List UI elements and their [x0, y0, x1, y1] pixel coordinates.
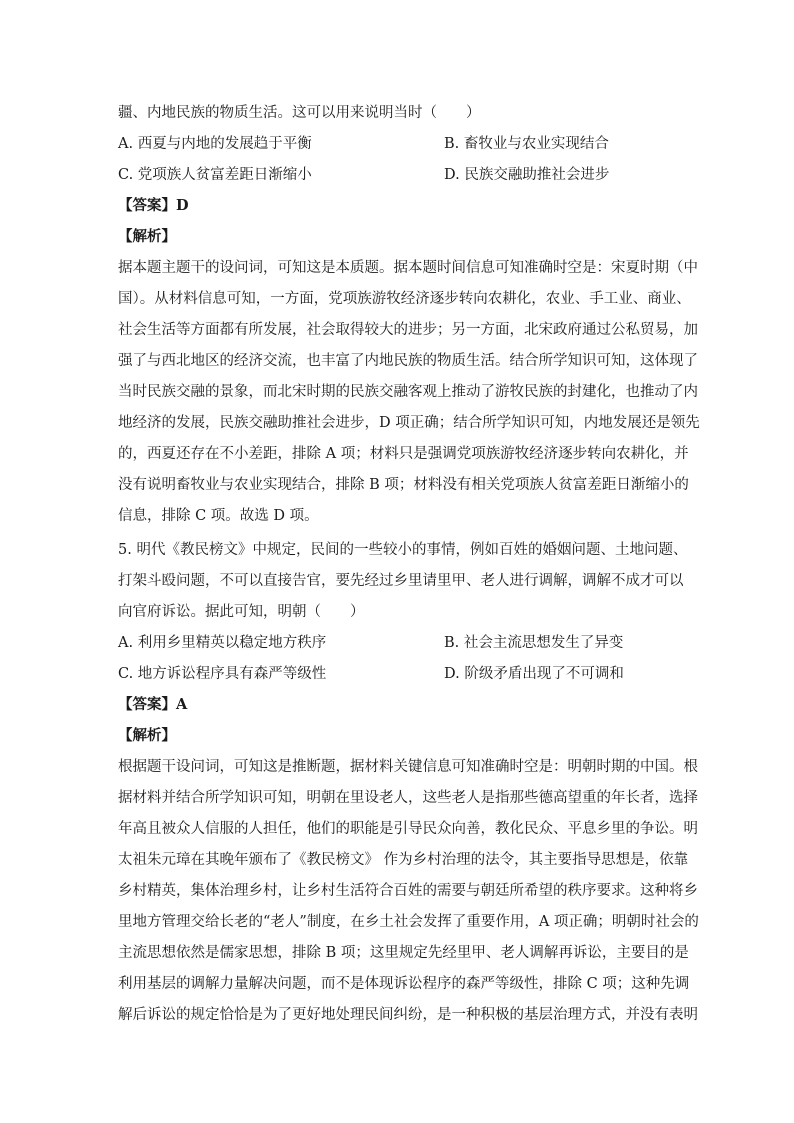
answer-label: 【答案】D [118, 197, 189, 214]
option-d: D. 民族交融助推社会进步 [444, 167, 610, 183]
analysis-line: 乡村精英，集体治理乡村，让乡村生活符合百姓的需要与朝廷所希望的秩序要求。这种将乡 [118, 883, 698, 899]
option-b: B. 畜牧业与农业实现结合 [444, 136, 609, 152]
analysis-line: 年高且被众人信服的人担任，他们的职能是引导民众向善，教化民众、平息乡里的争讼。明 [118, 821, 698, 837]
analysis-title: 【解析】 [118, 228, 176, 245]
question-stem-tail: 疆、内地民族的物质生活。这可以用来说明当时（ ） [118, 105, 481, 121]
option-c: C. 地方诉讼程序具有森严等级性 [118, 666, 327, 682]
answer-label: 【答案】A [118, 696, 188, 713]
option-a: A. 利用乡里精英以稳定地方秩序 [118, 635, 327, 651]
question-5-stem: 5. 明代《教民榜文》中规定，民间的一些较小的事情，例如百姓的婚姻问题、土地问题、 [118, 542, 688, 558]
analysis-line: 太祖朱元璋在其晚年颁布了《教民榜文》 作为乡村治理的法令，其主要指导思想是，依靠 [118, 852, 689, 868]
analysis-line: 强了与西北地区的经济交流，也丰富了内地民族的物质生活。结合所学知识可知，这体现了 [118, 353, 698, 369]
option-c: C. 党项族人贫富差距日渐缩小 [118, 167, 312, 183]
question-5-stem: 向官府诉讼。据此可知，明朝（ ） [118, 604, 365, 620]
analysis-line: 国）。从材料信息可知，一方面，党项族游牧经济逐步转向农耕化，农业、手工业、商业、 [118, 291, 691, 307]
analysis-line: 当时民族交融的景象，而北宋时期的民族交融客观上推动了游牧民族的封建化，也推动了内 [118, 384, 698, 400]
analysis-line: 的，西夏还存在不小差距，排除 A 项；材料只是强调党项族游牧经济逐步转向农耕化，并 [118, 446, 689, 462]
analysis-line: 根据题干设问词，可知这是推断题，据材料关键信息可知准确时空是：明朝时期的中国。根 [118, 759, 698, 775]
analysis-title: 【解析】 [118, 727, 176, 744]
analysis-line: 里地方管理交给长老的“老人”制度，在乡土社会发挥了重要作用，A 项正确；明朝时社会的 [118, 914, 699, 930]
analysis-line: 信息，排除 C 项。故选 D 项。 [118, 508, 319, 524]
analysis-line: 利用基层的调解力量解决问题，而不是体现诉讼程序的森严等级性，排除 C 项；这种先调 [118, 976, 690, 992]
analysis-line: 社会生活等方面都有所发展，社会取得较大的进步；另一方面，北宋政府通过公私贸易，加 [118, 322, 698, 338]
analysis-line: 据材料并结合所学知识可知，明朝在里设老人，这些老人是指那些德高望重的年长者，选择 [118, 790, 698, 806]
analysis-line: 主流思想依然是儒家思想，排除 B 项；这里规定先经里甲、老人调解再诉讼，主要目的是 [118, 945, 689, 961]
question-5-stem: 打架斗殴问题，不可以直接告官，要先经过乡里请里甲、老人进行调解，调解不成才可以 [118, 573, 684, 589]
option-b: B. 社会主流思想发生了异变 [444, 635, 624, 651]
analysis-line: 没有说明畜牧业与农业实现结合，排除 B 项；材料没有相关党项族人贫富差距日渐缩小的 [118, 477, 689, 493]
option-d: D. 阶级矛盾出现了不可调和 [444, 666, 624, 682]
analysis-line: 地经济的发展，民族交融助推社会进步，D 项正确；结合所学知识可知，内地发展还是领先 [118, 415, 700, 431]
option-a: A. 西夏与内地的发展趋于平衡 [118, 136, 312, 152]
analysis-line: 解后诉讼的规定恰恰是为了更好地处理民间纠纷，是一种积极的基层治理方式，并没有表明 [118, 1007, 698, 1023]
analysis-line: 据本题主题干的设问词，可知这是本质题。据本题时间信息可知准确时空是：宋夏时期（中 [118, 260, 698, 276]
